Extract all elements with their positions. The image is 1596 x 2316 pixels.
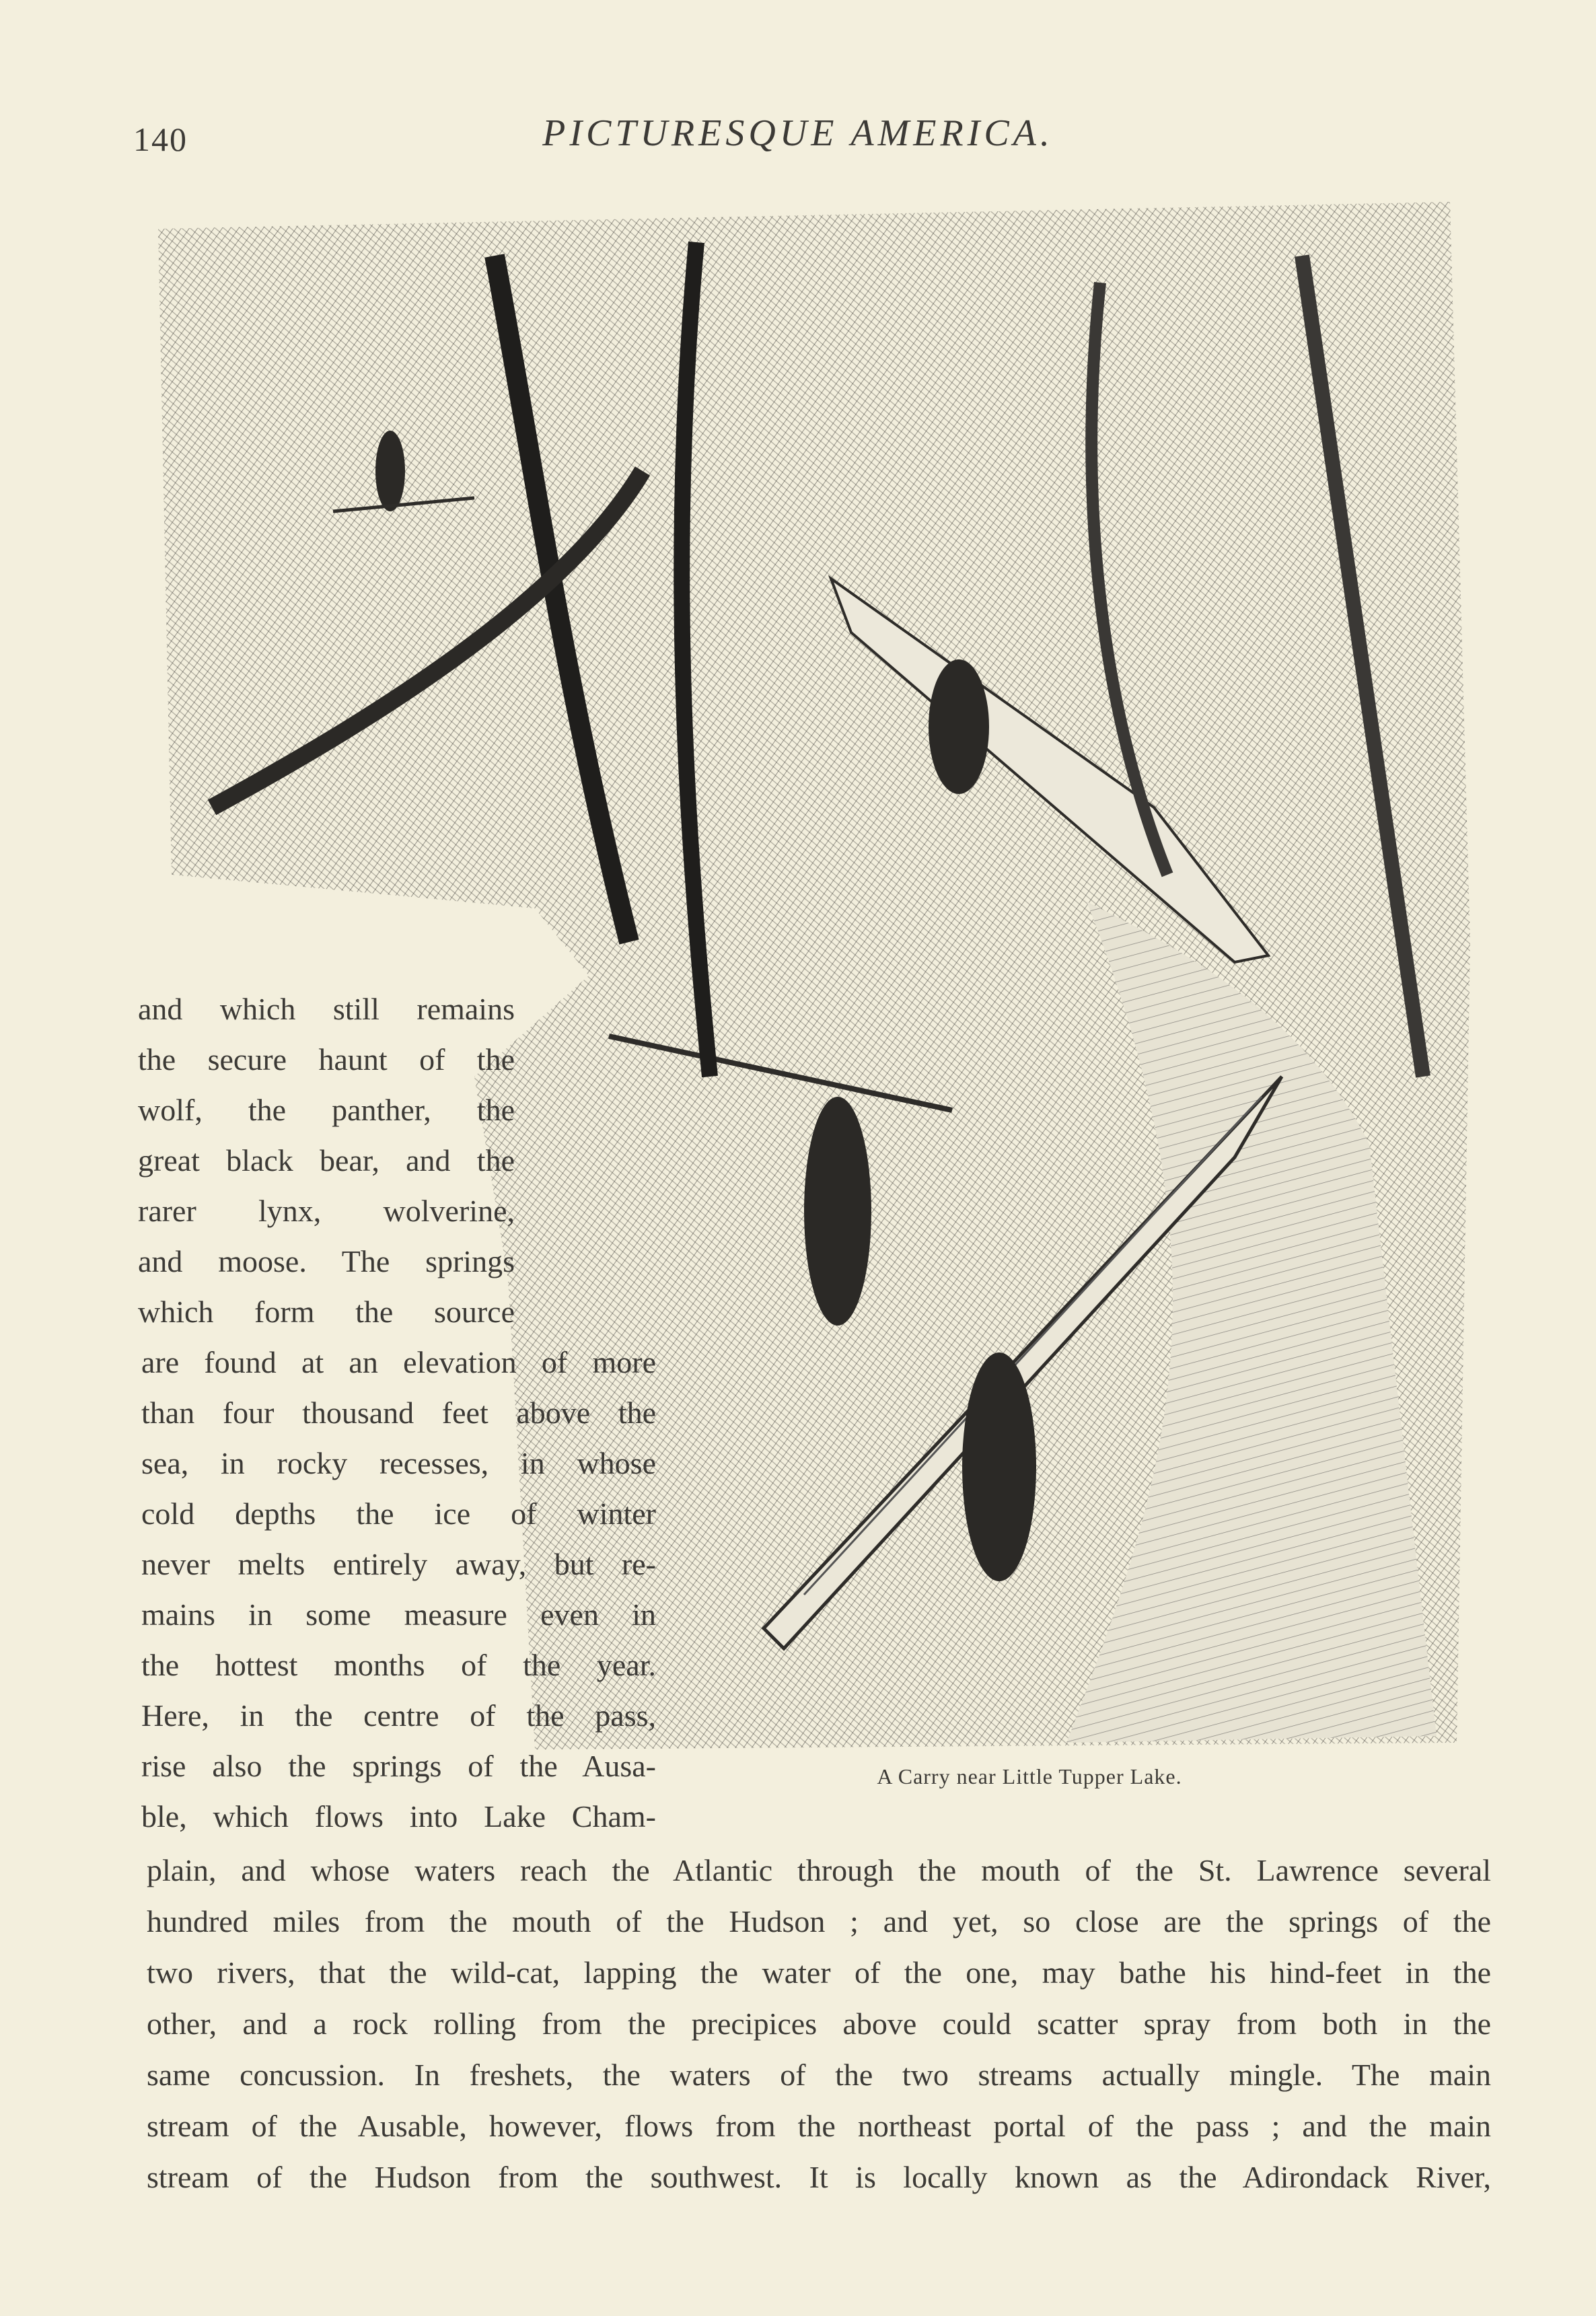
body-line: ble, which flows into Lake Cham- <box>141 1799 656 1834</box>
body-line: never melts entirely away, but re- <box>141 1547 656 1581</box>
body-line: hundred miles from the mouth of the Hudson ; and yet, so close are the springs of the <box>147 1904 1491 1939</box>
body-line: other, and a rock rolling from the precipices above could scatter spray from both in the <box>147 2006 1491 2041</box>
body-line: the secure haunt of the <box>138 1042 515 1077</box>
running-title: PICTURESQUE AMERICA. <box>542 112 1054 154</box>
body-line: same concussion. In freshets, the waters of the two streams actually mingle. The main <box>147 2058 1491 2092</box>
body-line: great black bear, and the <box>138 1143 515 1178</box>
body-line: rarer lynx, wolverine, <box>138 1194 515 1228</box>
body-line: and moose. The springs <box>138 1244 515 1278</box>
body-line: the hottest months of the year. <box>141 1648 656 1682</box>
body-line: stream of the Hudson from the southwest. It is locally known as the Adirondack River, <box>147 2160 1491 2194</box>
body-line: are found at an elevation of more <box>141 1345 656 1379</box>
body-line: than four thousand feet above the <box>141 1396 656 1430</box>
body-line: which form the source <box>138 1295 515 1329</box>
body-line: sea, in rocky recesses, in whose <box>141 1446 656 1480</box>
body-line: and which still remains <box>138 992 515 1026</box>
body-line: Here, in the centre of the pass, <box>141 1698 656 1733</box>
page-number: 140 <box>133 120 188 158</box>
body-line: mains in some measure even in <box>141 1597 656 1632</box>
body-line: cold depths the ice of winter <box>141 1496 656 1531</box>
body-line: two rivers, that the wild-cat, lapping the water of the one, may bathe his hind-feet in the <box>147 1955 1491 1990</box>
illustration-caption: A Carry near Little Tupper Lake. <box>877 1764 1182 1788</box>
body-line: stream of the Ausable, however, flows from the northeast portal of the pass ; and the main <box>147 2109 1491 2143</box>
body-line: plain, and whose waters reach the Atlantic through the mouth of the St. Lawrence several <box>147 1853 1491 1887</box>
body-line: wolf, the panther, the <box>138 1093 515 1127</box>
body-line: rise also the springs of the Ausa- <box>141 1749 656 1783</box>
